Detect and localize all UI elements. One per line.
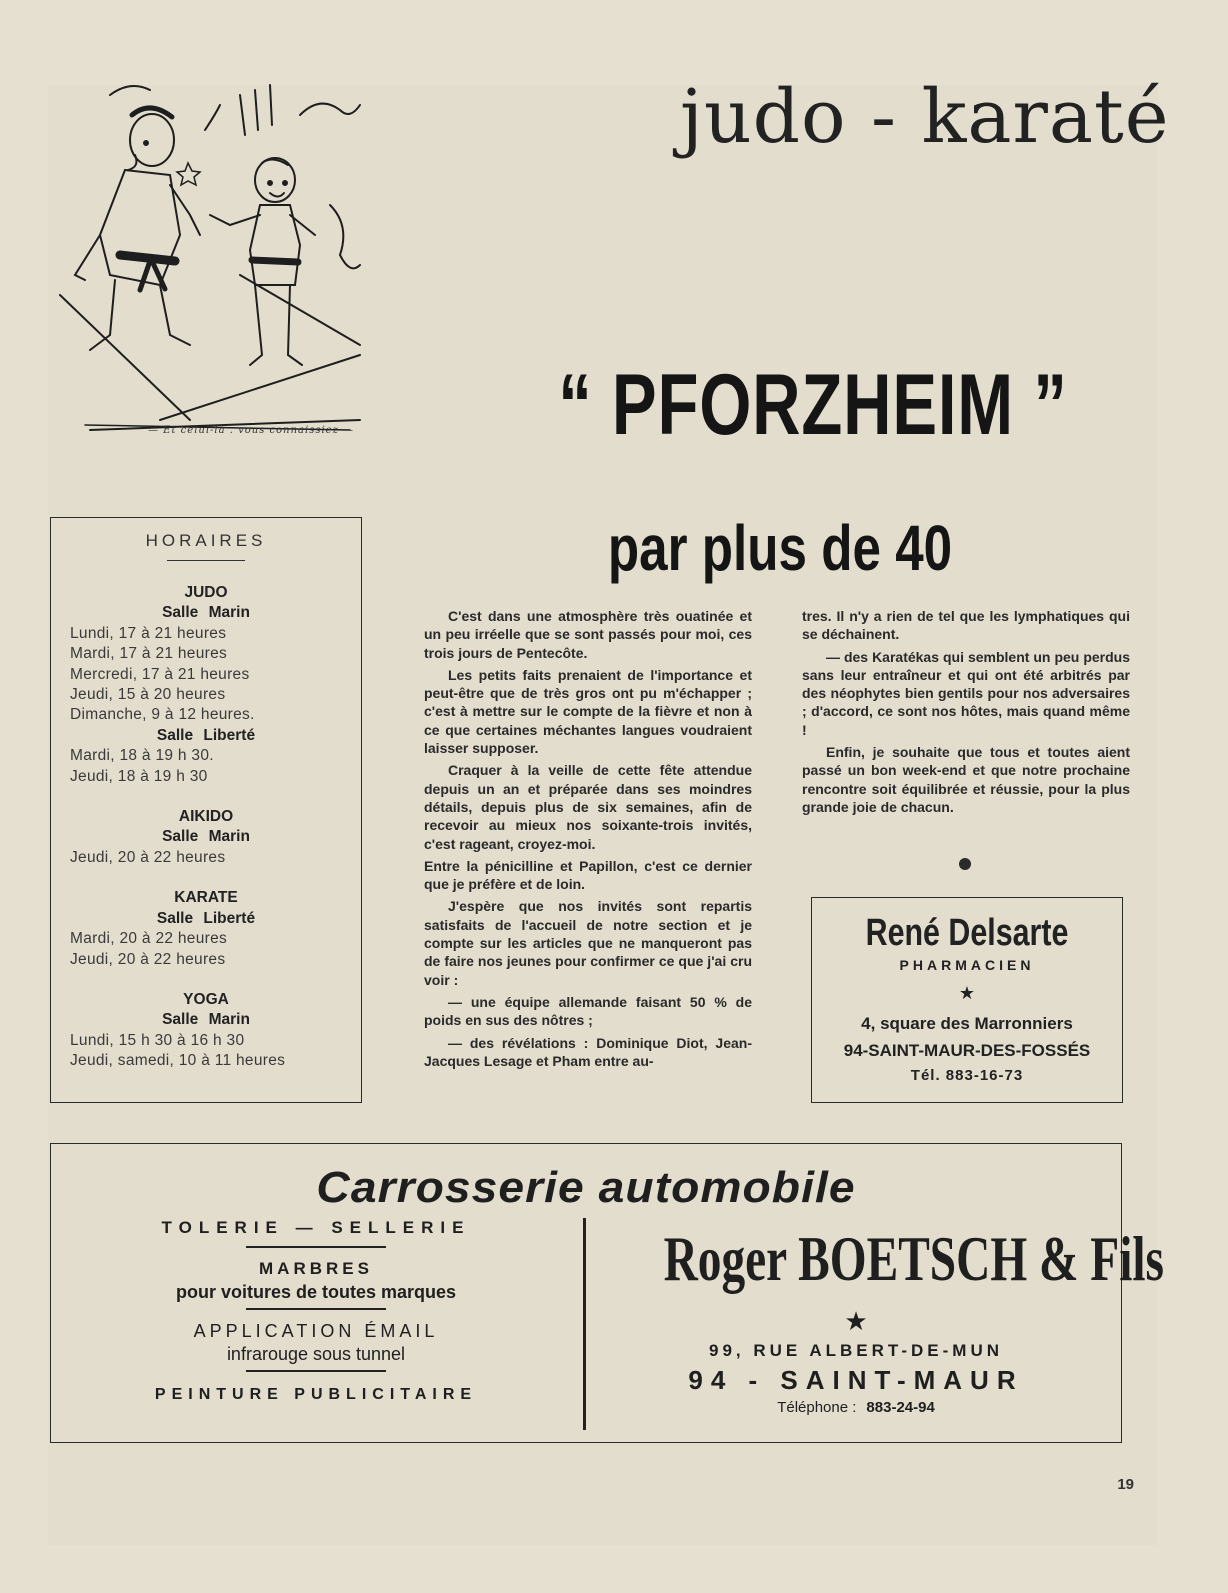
sport-name: JUDO [184,584,228,601]
cartoon-illustration [40,75,380,450]
article-paragraph: Enfin, je souhaite que tous et toutes aient passé un bon week-end et que notre prochaine rencontre soit équilibrée et réussie, pour la plus grande joie de chacun. [802,744,1130,815]
firm-city: 94 - SAINT-MAUR [688,1365,1024,1395]
bullet-dot-icon [959,858,971,870]
article-paragraph: — des révélations : Dominique Diot, Jean-Jacques Lesage et Pham entre au- [424,1034,752,1069]
schedule-block-karate [51,888,361,970]
ad-application: APPLICATION ÉMAIL [193,1321,439,1341]
schedule-line: Jeudi, 18 à 19 h 30 [70,767,208,785]
firm-name: Roger BOETSCH & Fils [663,1223,1164,1294]
ad-divider [246,1308,386,1310]
schedule-line: Dimanche, 9 à 12 heures. [70,706,255,724]
ad-services [91,1212,541,1408]
schedule-block-aikido [51,807,361,868]
pharmacist-profession: PHARMACIEN [899,957,1035,973]
ad-heading: Carrosserie automobile [316,1163,856,1212]
schedule-line: Jeudi, samedi, 10 à 11 heures [70,1052,286,1070]
subheadline: par plus de 40 [607,512,953,584]
article-paragraph: — une équipe allemande faisant 50 % de poids en sus des nôtres ; [424,993,752,1029]
article-paragraph: J'espère que nos invités sont repartis satisfaits de l'accueil de notre section et je compte sur les articles que ne manqueront pas de faire nos jeunes pour confirmer ce que j'ai cru voir : [424,898,752,988]
firm-phone-number: 883-24-94 [866,1399,935,1416]
page-number: 19 [1117,1476,1134,1493]
article-paragraph: tres. Il n'y a rien de tel que les lymphatiques qui se déchainent. [802,608,1130,643]
schedule-line: Mardi, 20 à 22 heures [70,930,228,948]
schedule-line: Jeudi, 20 à 22 heures [70,848,226,866]
star-icon: ★ [958,983,976,1003]
ad-services-line: TOLERIE — SELLERIE [161,1218,471,1237]
schedule-title: HORAIRES [145,531,267,550]
schedule-divider [167,560,245,561]
sport-name: KARATE [174,889,238,907]
carrosserie-ad [50,1143,1164,1443]
cartoon-caption: — Et celui-là . vous connaissiez — [148,425,355,436]
pharmacy-city: 94-SAINT-MAUR-DES-FOSSÉS [843,1041,1091,1060]
venue-name: Salle Marin [162,604,250,622]
pharmacy-address: 4, square des Marronniers [861,1014,1073,1033]
ad-vertical-divider [583,1218,586,1430]
headline: “ PFORZHEIM ” [558,357,1068,453]
article-column-1 [424,607,752,1074]
pharmacy-ad [811,897,1123,1103]
schedule-block-judo [51,583,361,787]
section-title: judo - karaté [680,74,1170,160]
venue-name: Salle Marin [162,1011,250,1029]
ad-marbres: MARBRES [259,1259,373,1278]
ad-firm [596,1220,1164,1420]
pharmacy-phone: Tél. 883-16-73 [910,1067,1024,1084]
firm-phone [596,1396,1116,1420]
ad-divider [246,1370,386,1372]
schedule-line: Mercredi, 17 à 21 heures [70,665,250,683]
schedule-line: Jeudi, 15 à 20 heures [70,686,226,704]
firm-street: 99, RUE ALBERT-DE-MUN [709,1341,1003,1360]
star-icon: ★ [844,1306,868,1336]
schedule-line: Jeudi, 20 à 22 heures [70,950,226,968]
article-paragraph: C'est dans une atmosphère très ouatinée et un peu irréelle que se sont passés pour moi, ces trois jours de Pentecôte. [424,608,752,661]
article-column-2 [802,607,1130,820]
venue-name: Salle Liberté [156,726,256,744]
schedule-block-yoga [51,990,361,1072]
sport-name: YOGA [183,990,229,1008]
sport-name: AIKIDO [178,808,234,826]
schedule-line: Lundi, 15 h 30 à 16 h 30 [70,1031,245,1049]
judo-cartoon-drawing [40,75,380,450]
venue-name: Salle Marin [162,828,250,846]
article-paragraph: Craquer à la veille de cette fête attendue depuis un an et préparée dans ses moindres détails, depuis plus de six semaines, afin de recevoir au mieux nos soixante-trois invités, c'est rageant, croyez-moi. [424,762,752,852]
schedule-line: Mardi, 18 à 19 h 30. [70,747,214,765]
pharmacist-name: René Delsarte [865,912,1069,954]
firm-phone-label: Téléphone : [777,1399,857,1416]
ad-marbres-sub: pour voitures de toutes marques [175,1282,457,1302]
article-paragraph: Les petits faits prenaient de l'importance et peut-être que de très gros ont pu m'échapper ; c'est à mettre sur le compte de la fièvre et non à ce que certaines méchantes langues voudraient laisser supposer. [424,666,752,757]
venue-name: Salle Liberté [156,909,256,927]
ad-application-sub: infrarouge sous tunnel [226,1344,406,1364]
schedule-line: Mardi, 17 à 21 heures [70,645,228,663]
article-paragraph: Entre la pénicilline et Papillon, c'est ce dernier que je préfère et de loin. [424,857,752,893]
schedule-line: Lundi, 17 à 21 heures [70,624,227,642]
schedule-box [50,517,362,1103]
ad-peinture: PEINTURE PUBLICITAIRE [154,1386,478,1403]
article-paragraph: — des Karatékas qui semblent un peu perdus sans leur entraîneur et qui ont été arbitrés par des néophytes bien gentils pour nos adversaires ; d'accord, ce sont nos hôtes, mais quand même ! [802,648,1130,738]
ad-divider [246,1246,386,1248]
